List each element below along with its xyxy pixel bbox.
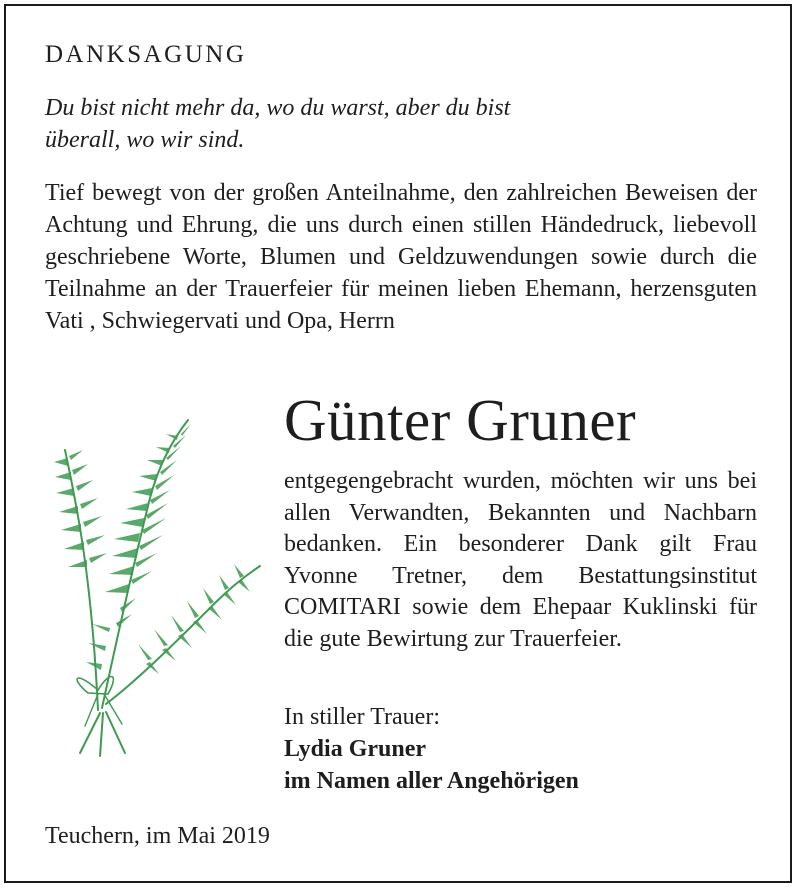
signature-block [284, 701, 579, 797]
mourning-intro: In stiller Trauer: [284, 704, 440, 730]
signer-name: Lydia Gruner [284, 736, 427, 762]
motto-line-2: überall, wo wir sind. [45, 127, 245, 153]
motto-quote [45, 92, 510, 156]
notice-heading: DANKSAGUNG [45, 41, 247, 68]
signer-group: im Namen aller Angehörigen [284, 768, 579, 794]
motto-line-1: Du bist nicht mehr da, wo du warst, aber du bist [45, 95, 511, 121]
thanks-paragraph: Tief bewegt von der großen Anteilnahme, den zahlreichen Beweisen der Achtung und Ehrung, die uns durch einen stillen Händedruck, liebevoll geschriebene Worte, Blumen und Geldzuwendungen sowie durch die Teilnahme an der Trauerfeier für meinen lieben Ehemann, herzensguten Vati , Schwiegervati und Opa, Herrn [45, 180, 757, 334]
place-date: Teuchern, im Mai 2019 [45, 823, 270, 849]
thanks-continuation-paragraph: entgegengebracht wurden, möchten wir uns bei allen Verwandten, Bekannten und Nachbarn bedanken. Ein besonderer Dank gilt Frau Yvonne Tretner, dem Bestattungsinstitut COMITARI sowie dem Ehepaar Kuklinski für die gute Bewirtung zur Trauerfeier. [284, 468, 757, 652]
deceased-name: Günter Gruner [284, 387, 637, 453]
fern-illustration-icon [40, 408, 265, 758]
